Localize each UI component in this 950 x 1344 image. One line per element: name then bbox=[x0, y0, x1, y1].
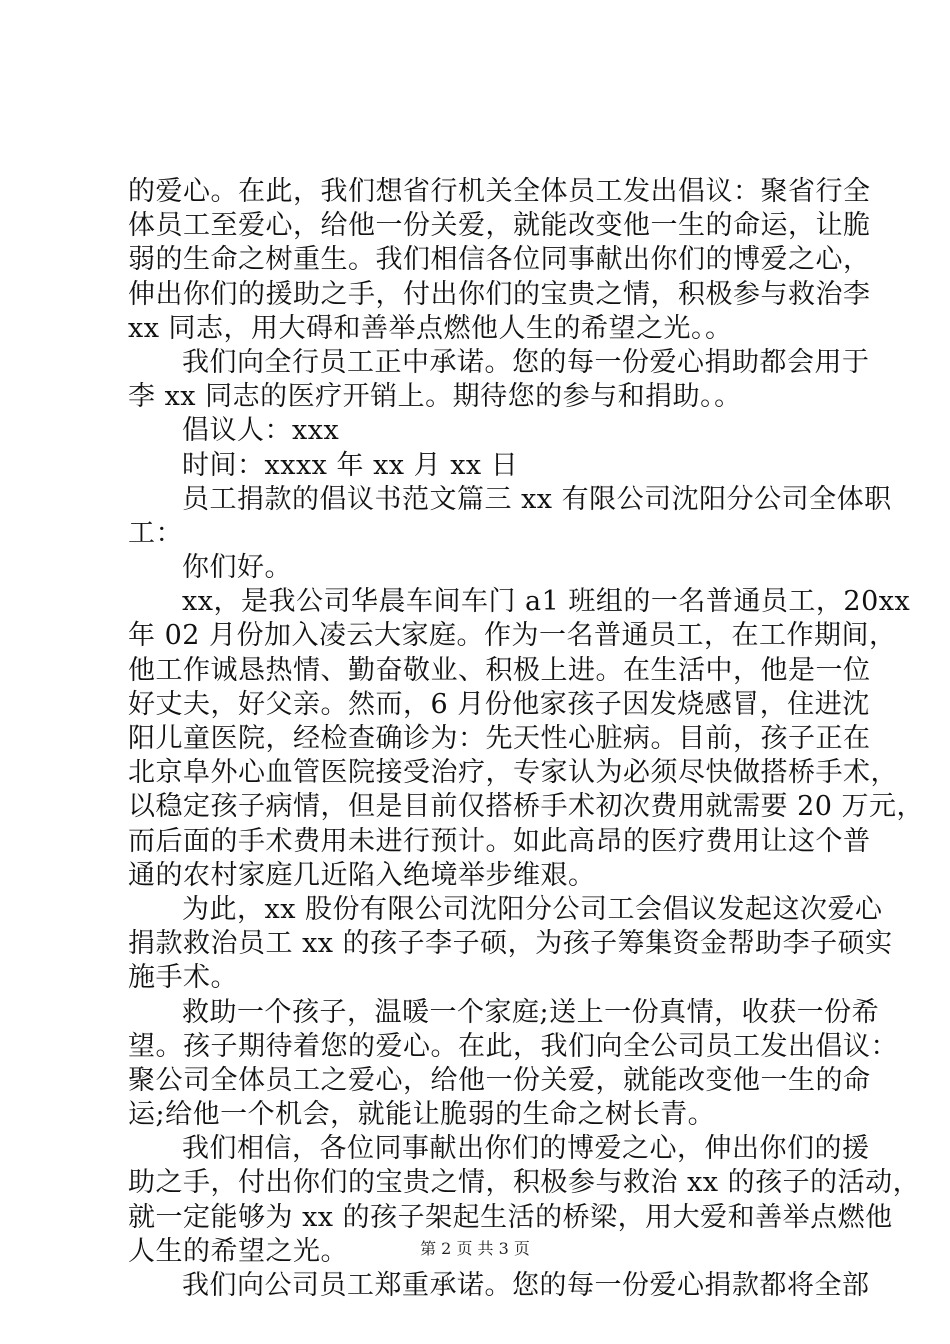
text-line: 我们向全行员工正中承诺。您的每一份爱心捐助都会用于 bbox=[182, 346, 870, 378]
text-line: 体员工至爱心，给他一份关爱，就能改变他一生的命运，让脆 bbox=[128, 210, 871, 242]
page-footer bbox=[0, 1239, 950, 1259]
text-line: 望。孩子期待着您的爱心。在此，我们向全公司员工发出倡议： bbox=[128, 1030, 898, 1062]
text-line: 李 xx 同志的医疗开销上。期待您的参与和捐助。。 bbox=[128, 381, 742, 413]
text-line: 时间：xxxx 年 xx 月 xx 日 bbox=[182, 449, 519, 481]
text-line: 工： bbox=[128, 517, 183, 549]
text-line: 救助一个孩子，温暖一个家庭;送上一份真情，收获一份希 bbox=[182, 996, 880, 1028]
text-line: 员工捐款的倡议书范文篇三 xx 有限公司沈阳分公司全体职 bbox=[182, 483, 892, 515]
document-body bbox=[128, 175, 925, 1303]
text-line: 捐款救治员工 xx 的孩子李子硕，为孩子筹集资金帮助李子硕实 bbox=[128, 928, 893, 960]
text-line: 聚公司全体员工之爱心，给他一份关爱，就能改变他一生的命 bbox=[128, 1064, 871, 1096]
text-line: 北京阜外心血管医院接受治疗，专家认为必须尽快做搭桥手术， bbox=[128, 757, 898, 789]
page-number: 第 2 页 共 3 页 bbox=[420, 1239, 530, 1258]
text-line: 我们相信，各位同事献出你们的博爱之心，伸出你们的援 bbox=[182, 1133, 870, 1165]
text-line: 施手术。 bbox=[128, 962, 238, 994]
text-line: 以稳定孩子病情，但是目前仅搭桥手术初次费用就需要 20 万元， bbox=[128, 791, 925, 823]
text-line: 人生的希望之光。 bbox=[128, 1235, 348, 1267]
text-line: 我们向公司员工郑重承诺。您的每一份爱心捐款都将全部 bbox=[182, 1270, 870, 1301]
text-line: 就一定能够为 xx 的孩子架起生活的桥梁，用大爱和善举点燃他 bbox=[128, 1201, 893, 1233]
text-line: 助之手，付出你们的宝贵之情，积极参与救治 xx 的孩子的活动， bbox=[128, 1167, 921, 1199]
text-line: 弱的生命之树重生。我们相信各位同事献出你们的博爱之心， bbox=[128, 244, 871, 276]
text-line: 你们好。 bbox=[182, 552, 292, 584]
text-line: 通的农村家庭几近陷入绝境举步维艰。 bbox=[128, 859, 596, 891]
text-line: 的爱心。在此，我们想省行机关全体员工发出倡议：聚省行全 bbox=[128, 176, 871, 207]
text-line: 阳儿童医院，经检查确诊为：先天性心脏病。目前，孩子正在 bbox=[128, 723, 871, 754]
text-line: 而后面的手术费用未进行预计。如此高昂的医疗费用让这个普 bbox=[128, 825, 871, 857]
text-line: 伸出你们的援助之手，付出你们的宝贵之情，积极参与救治李 bbox=[128, 278, 871, 310]
text-line: xx 同志，用大碍和善举点燃他人生的希望之光。。 bbox=[128, 312, 733, 344]
text-line: 运;给他一个机会，就能让脆弱的生命之树长青。 bbox=[128, 1099, 716, 1131]
text-line: 倡议人：xxx bbox=[182, 415, 340, 447]
text-line: 好丈夫，好父亲。然而，6 月份他家孩子因发烧感冒，住进沈 bbox=[128, 688, 870, 720]
text-line: 年 02 月份加入凌云大家庭。作为一名普通员工，在工作期间， bbox=[128, 620, 897, 652]
text-line: xx，是我公司华晨车间车门 a1 班组的一名普通员工，20xx bbox=[182, 586, 911, 618]
text-line: 他工作诚恳热情、勤奋敬业、积极上进。在生活中，他是一位 bbox=[128, 654, 871, 686]
text-line: 为此，xx 股份有限公司沈阳分公司工会倡议发起这次爱心 bbox=[182, 893, 883, 925]
